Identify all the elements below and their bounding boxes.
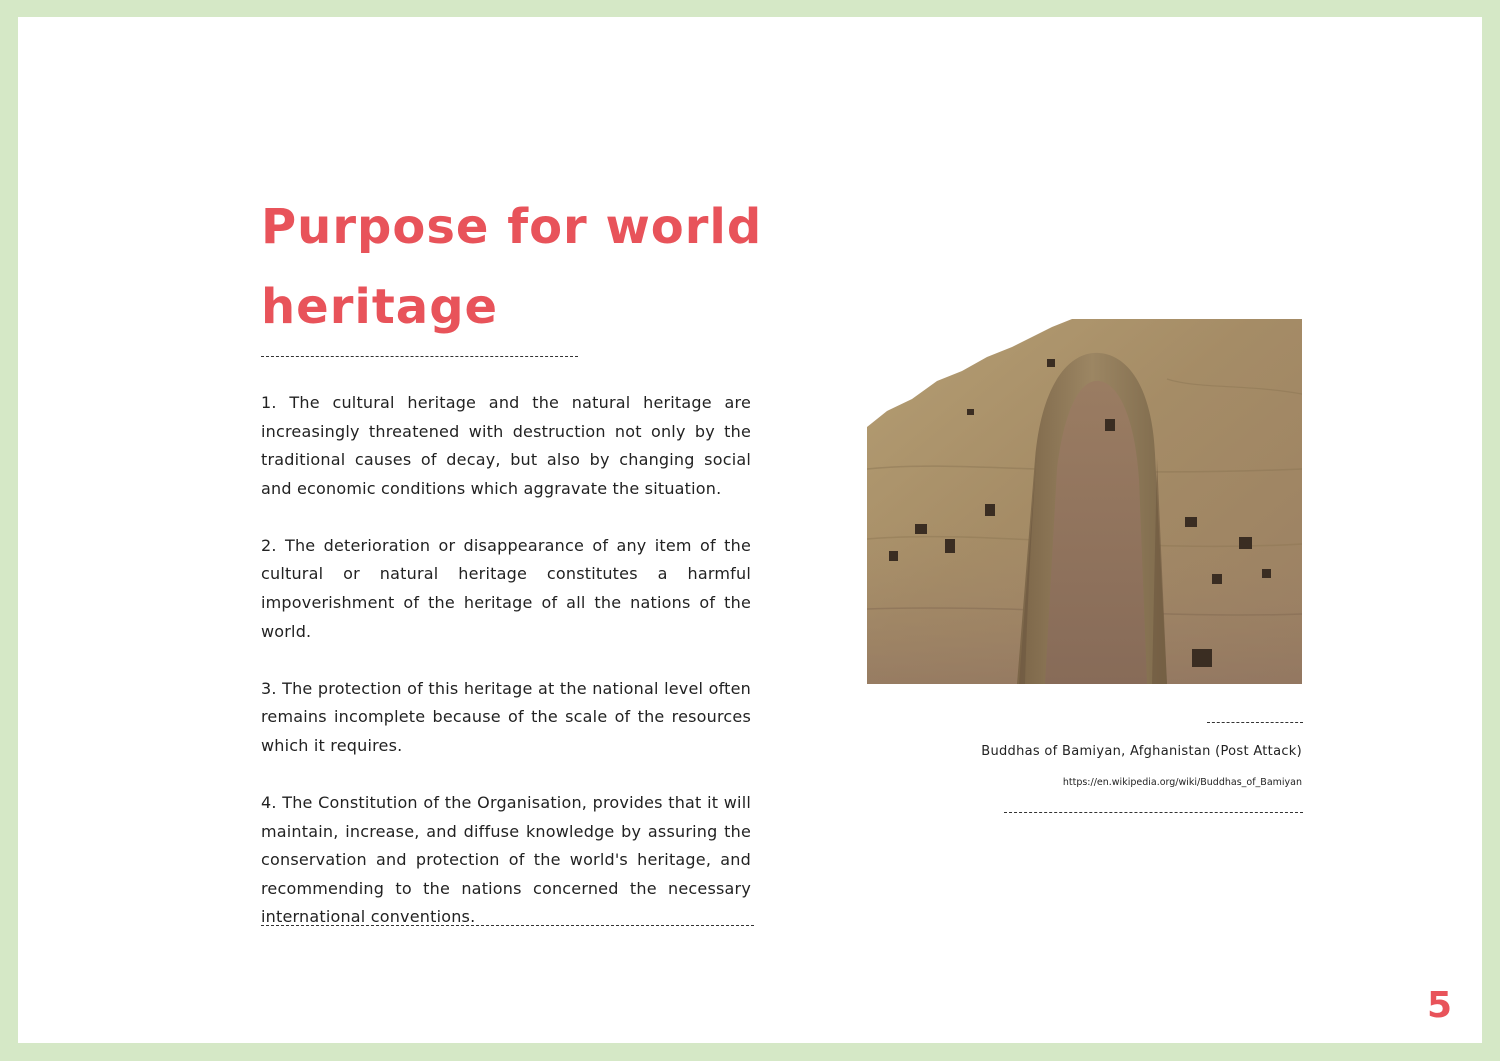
paragraph-4: 4. The Constitution of the Organisation, provides that it will maintain, increase, and diffuse knowledge by assuring the conservation and protection of the world's heritage, and recommending to the nations concerned the necessary international conventions. <box>261 793 751 927</box>
image-source: https://en.wikipedia.org/wiki/Buddhas_of_Bamiyan <box>1062 777 1302 788</box>
caption-divider-bottom <box>1004 812 1303 813</box>
caption-divider-top <box>1207 722 1303 723</box>
page-title: Purpose for world heritage <box>261 199 763 335</box>
page-number: 5 <box>1426 985 1452 1026</box>
document-page <box>18 17 1482 1043</box>
body-divider <box>261 925 754 926</box>
title-divider <box>261 356 578 357</box>
paragraph-2: 2. The deterioration or disappearance of any item of the cultural or natural heritage constitutes a harmful impoverishment of the heritage of all the nations of the world. <box>261 535 751 641</box>
bamiyan-photo <box>867 319 1302 684</box>
paragraph-3: 3. The protection of this heritage at the national level often remains incomplete because of the scale of the resources which it requires. <box>261 678 751 755</box>
paragraph-1: 1. The cultural heritage and the natural heritage are increasingly threatened with destruction not only by the traditional causes of decay, but also by changing social and economic conditions which aggravate the situation. <box>261 393 751 498</box>
body-text <box>261 389 751 961</box>
image-caption: Buddhas of Bamiyan, Afghanistan (Post Attack) <box>981 744 1302 759</box>
